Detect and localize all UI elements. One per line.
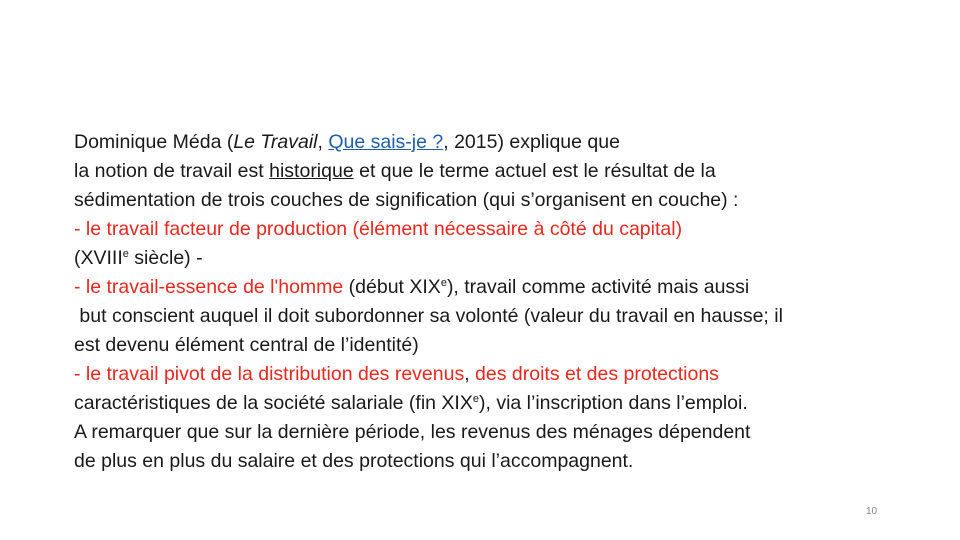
debut-text: (début XIX [343,276,441,298]
text-line-12: de plus en plus du salaire et des protections qui l’accompagnent. [74,450,634,472]
text-line-2 [74,157,954,186]
text-line-10 [74,389,954,418]
text-line-3: sédimentation de trois couches de signification (qui s’organisent en couche) : [74,189,739,211]
que-sais-je-link[interactable]: Que sais-je ? [328,131,444,153]
line2-start: la notion de travail est [74,160,270,182]
century-text: (XVIII [74,247,123,269]
century-superscript: e [122,248,129,260]
text-line-11: A remarquer que sur la dernière période, les revenus des ménages dépendent [74,421,751,443]
comma-text: , [464,363,476,385]
century-suffix: siècle) - [128,247,203,269]
author-text: Dominique Méda ( [74,131,234,153]
rights-text: des droits et des protections [475,363,719,385]
century-superscript: e [472,393,479,405]
historique-underlined: historique [269,160,354,182]
text-line-7: but conscient auquel il doit subordonner sa volonté (valeur du travail en hausse; il [74,305,783,327]
text-line-4: - le travail facteur de production (élément nécessaire à côté du capital) [74,218,683,240]
text-line-5 [74,244,954,273]
body-text [74,128,954,476]
separator-text: , [317,131,329,153]
text-line-1 [74,128,954,157]
text-line-9 [74,360,954,389]
essence-point: - le travail-essence de l'homme [74,276,344,298]
century-superscript: e [440,277,447,289]
activity-text: ), travail comme activité mais aussi [446,276,750,298]
text-line-6 [74,273,954,302]
pivot-point: - le travail pivot de la distribution des revenus [74,363,465,385]
intro-text: , 2015) explique que [443,131,620,153]
text-line-8: est devenu élément central de l’identité) [74,334,419,356]
book-title: Le Travail [233,131,318,153]
salariale-text: caractéristiques de la société salariale (fin XIX [74,392,473,414]
page-number: 10 [866,506,878,517]
emploi-text: ), via l’inscription dans l’emploi. [478,392,748,414]
line2-end: et que le terme actuel est le résultat de la [353,160,716,182]
